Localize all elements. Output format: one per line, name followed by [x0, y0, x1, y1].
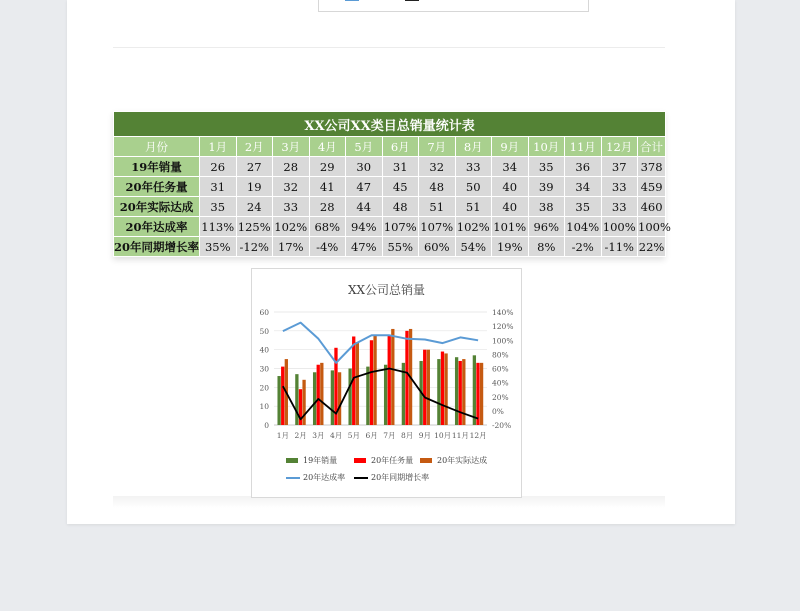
table-cell: 35 [200, 197, 237, 217]
table-cell: 107% [382, 217, 419, 237]
table-cell: 38 [528, 197, 565, 217]
table-cell: 55% [382, 237, 419, 257]
table-cell: 34 [492, 157, 529, 177]
table-cell: 102% [273, 217, 310, 237]
table-cell: 107% [419, 217, 456, 237]
bar-3 [338, 372, 341, 425]
row-label: 19年销量 [114, 157, 200, 177]
table-cell: 8% [528, 237, 565, 257]
row-total: 378 [638, 157, 666, 177]
table-cell: 30 [346, 157, 383, 177]
table-cell: 96% [528, 217, 565, 237]
y-tick-label: 60 [259, 308, 269, 317]
y2-tick-label: 40% [492, 378, 509, 388]
header-month-2: 2月 [236, 137, 273, 157]
x-tick-label: 12月 [469, 431, 487, 440]
bar-2 [281, 367, 284, 425]
legend-line-black [405, 0, 419, 1]
legend-swatch [286, 477, 300, 479]
table-cell: 54% [455, 237, 492, 257]
table-cell: 35 [565, 197, 602, 217]
table-cell: 102% [455, 217, 492, 237]
table-cell: 48 [382, 197, 419, 217]
table-cell: 33 [455, 157, 492, 177]
legend-line-blue [345, 0, 359, 1]
table-cell: 33 [601, 177, 638, 197]
y2-tick-label: 60% [492, 364, 509, 374]
bar-2 [441, 352, 444, 425]
table-cell: 47% [346, 237, 383, 257]
previous-chart-legend-fragment [345, 0, 505, 5]
bar-3 [480, 363, 483, 425]
bar-3 [444, 353, 447, 425]
header-month-5: 5月 [346, 137, 383, 157]
row-total: 459 [638, 177, 666, 197]
table-cell: 101% [492, 217, 529, 237]
row-label: 20年实际达成 [114, 197, 200, 217]
table-cell: 40 [492, 197, 529, 217]
y-tick-label: 30 [259, 364, 269, 374]
legend-swatch [354, 458, 366, 463]
bar-2 [459, 361, 462, 425]
bar-1 [331, 370, 334, 425]
bar-2 [423, 350, 426, 425]
table-cell: 37 [601, 157, 638, 177]
y2-tick-label: 0% [492, 406, 504, 416]
bar-1 [473, 355, 476, 425]
bar-1 [313, 372, 316, 425]
table-cell: 31 [382, 157, 419, 177]
header-month-3: 3月 [273, 137, 310, 157]
bar-3 [356, 342, 359, 425]
row-label: 20年达成率 [114, 217, 200, 237]
bar-3 [320, 363, 323, 425]
legend-label: 19年销量 [303, 456, 338, 465]
stats-table [113, 111, 671, 257]
table-cell: -2% [565, 237, 602, 257]
bar-1 [384, 365, 387, 425]
table-cell: -4% [309, 237, 346, 257]
header-month-7: 7月 [419, 137, 456, 157]
table-cell: 32 [273, 177, 310, 197]
table-cell: -11% [601, 237, 638, 257]
table-cell: 36 [565, 157, 602, 177]
row-label: 20年任务量 [114, 177, 200, 197]
table-cell: 41 [309, 177, 346, 197]
y2-tick-label: 120% [492, 322, 514, 332]
row-label: 20年同期增长率 [114, 237, 200, 257]
header-month-6: 6月 [382, 137, 419, 157]
x-tick-label: 10月 [434, 431, 452, 440]
table-cell: 100% [601, 217, 638, 237]
table-cell: 24 [236, 197, 273, 217]
x-tick-label: 9月 [418, 431, 432, 440]
bar-2 [476, 363, 479, 425]
table-cell: 31 [200, 177, 237, 197]
table-cell: -12% [236, 237, 273, 257]
bar-1 [455, 357, 458, 425]
table-row [114, 237, 666, 257]
header-month-8: 8月 [455, 137, 492, 157]
legend-swatch [286, 458, 298, 463]
bar-3 [462, 359, 465, 425]
table-cell: 48 [419, 177, 456, 197]
table-cell: 19% [492, 237, 529, 257]
legend-label: 20年同期增长率 [371, 473, 430, 482]
bar-2 [388, 335, 391, 425]
table-cell: 35 [528, 157, 565, 177]
x-tick-label: 3月 [312, 431, 325, 440]
table-cell: 113% [200, 217, 237, 237]
header-month-4: 4月 [309, 137, 346, 157]
x-tick-label: 5月 [347, 431, 361, 440]
y2-tick-label: 20% [492, 392, 509, 402]
x-tick-label: 7月 [383, 431, 396, 440]
y-tick-label: 40 [259, 345, 269, 355]
header-month-10: 10月 [528, 137, 565, 157]
x-tick-label: 8月 [400, 431, 414, 440]
table-cell: 28 [273, 157, 310, 177]
table-row [114, 217, 666, 237]
table-cell: 50 [455, 177, 492, 197]
row-total: 100% [638, 217, 666, 237]
table-cell: 28 [309, 197, 346, 217]
table-row [114, 197, 666, 217]
table-cell: 29 [309, 157, 346, 177]
bar-1 [277, 376, 280, 425]
bar-3 [391, 329, 394, 425]
section-divider [113, 47, 665, 48]
x-tick-label: 4月 [329, 431, 343, 440]
y2-tick-label: 140% [492, 308, 514, 317]
table-cell: 19 [236, 177, 273, 197]
legend-label: 20年达成率 [303, 473, 346, 482]
x-tick-label: 1月 [276, 431, 290, 440]
header-month-label: 月份 [114, 137, 200, 157]
table-cell: 104% [565, 217, 602, 237]
table-row [114, 177, 666, 197]
table-cell: 33 [273, 197, 310, 217]
table-cell: 33 [601, 197, 638, 217]
table-cell: 68% [309, 217, 346, 237]
table-cell: 35% [200, 237, 237, 257]
header-month-9: 9月 [492, 137, 529, 157]
series-line-1 [283, 323, 478, 363]
table-cell: 125% [236, 217, 273, 237]
x-tick-label: 6月 [365, 431, 378, 440]
table-cell: 45 [382, 177, 419, 197]
bar-1 [366, 367, 369, 425]
legend-label: 20年实际达成 [437, 456, 488, 465]
header-month-11: 11月 [565, 137, 602, 157]
row-total: 460 [638, 197, 666, 217]
table-cell: 40 [492, 177, 529, 197]
bar-1 [348, 369, 351, 426]
y-tick-label: 20 [259, 383, 269, 393]
table-title: XX公司XX类目总销量统计表 [114, 112, 666, 137]
chart-title: XX公司总销量 [347, 283, 426, 297]
table-cell: 44 [346, 197, 383, 217]
table-cell: 17% [273, 237, 310, 257]
x-tick-label: 11月 [451, 431, 469, 440]
header-total: 合计 [638, 137, 666, 157]
legend-label: 20年任务量 [371, 456, 414, 465]
bar-3 [373, 335, 376, 425]
bar-3 [302, 380, 305, 425]
bar-2 [317, 365, 320, 425]
table-cell: 39 [528, 177, 565, 197]
table-cell: 51 [419, 197, 456, 217]
y-tick-label: 0 [264, 421, 269, 430]
bar-2 [370, 340, 373, 425]
y-tick-label: 50 [259, 326, 269, 336]
bar-1 [437, 359, 440, 425]
table-cell: 27 [236, 157, 273, 177]
table-cell: 26 [200, 157, 237, 177]
table-header-row [114, 137, 666, 157]
row-total: 22% [638, 237, 666, 257]
stats-sheet [113, 111, 671, 257]
table-cell: 32 [419, 157, 456, 177]
table-row [114, 157, 666, 177]
table-cell: 47 [346, 177, 383, 197]
combo-chart [252, 269, 521, 455]
y2-tick-label: 100% [492, 336, 514, 346]
bar-3 [427, 350, 430, 425]
x-tick-label: 2月 [294, 431, 307, 440]
y2-tick-label: -20% [492, 421, 512, 430]
legend-swatch [420, 458, 432, 463]
chart-legend [252, 455, 521, 495]
header-month-1: 1月 [200, 137, 237, 157]
series-line-2 [283, 369, 478, 420]
y-tick-label: 10 [259, 402, 269, 412]
bar-2 [405, 331, 408, 425]
legend-swatch [354, 477, 368, 479]
bar-1 [295, 374, 298, 425]
table-cell: 60% [419, 237, 456, 257]
table-cell: 34 [565, 177, 602, 197]
table-cell: 51 [455, 197, 492, 217]
y2-tick-label: 80% [492, 350, 509, 360]
chart-card [251, 268, 522, 498]
table-cell: 94% [346, 217, 383, 237]
header-month-12: 12月 [601, 137, 638, 157]
